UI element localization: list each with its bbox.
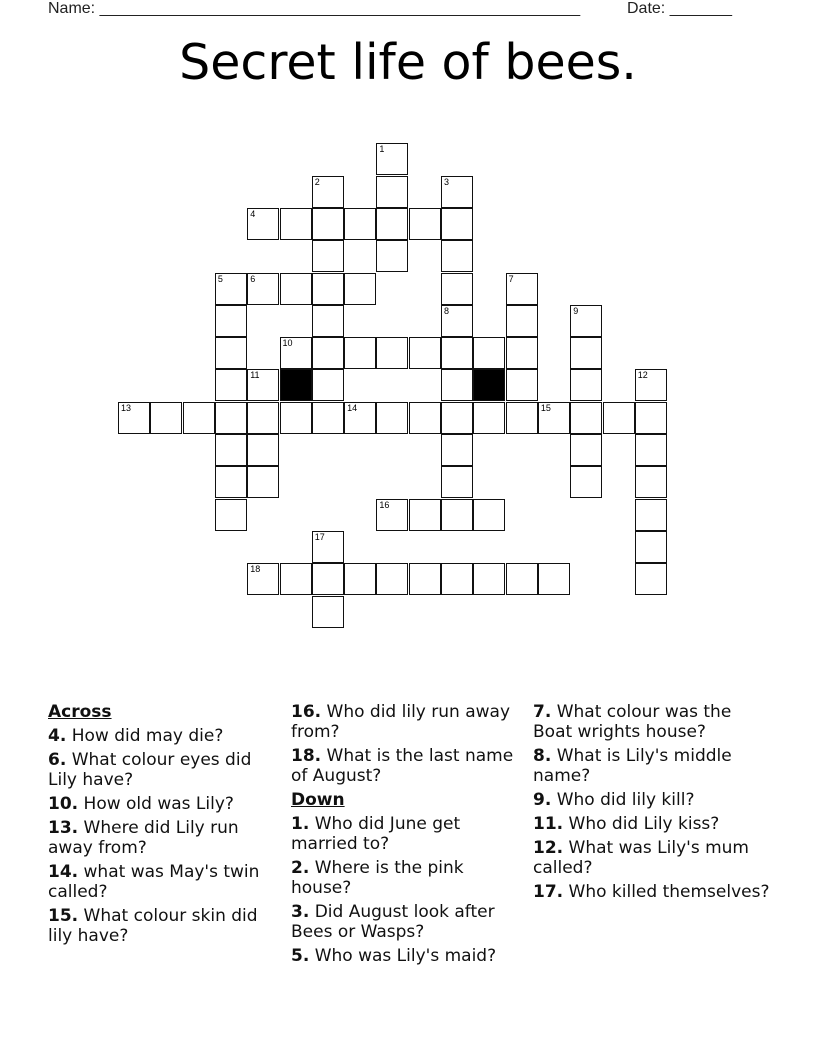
clues-column-3 — [533, 702, 773, 906]
grid-cell[interactable] — [376, 499, 408, 531]
clue-down — [533, 814, 773, 834]
grid-cell[interactable] — [312, 596, 344, 628]
clue-number: 16. — [291, 702, 322, 722]
grid-cell[interactable] — [441, 208, 473, 240]
black-square — [280, 369, 312, 401]
grid-cell[interactable] — [635, 499, 667, 531]
clue-text: What is Lily's middle name? — [533, 746, 732, 786]
grid-cell[interactable] — [473, 499, 505, 531]
cell-number: 18 — [250, 564, 261, 575]
grid-cell[interactable] — [247, 402, 279, 434]
grid-cell[interactable] — [506, 273, 538, 305]
grid-cell[interactable] — [344, 337, 376, 369]
cell-number: 14 — [347, 402, 358, 413]
grid-cell[interactable] — [570, 466, 602, 498]
clue-text: Who did lily kill? — [556, 790, 695, 810]
clue-number: 17. — [533, 882, 564, 902]
cell-number: 3 — [444, 176, 450, 187]
cell-number: 8 — [444, 305, 450, 316]
clue-number: 9. — [533, 790, 552, 810]
grid-cell[interactable] — [409, 499, 441, 531]
grid-cell[interactable] — [280, 208, 312, 240]
grid-cell[interactable] — [312, 208, 344, 240]
grid-cell[interactable] — [473, 563, 505, 595]
grid-cell[interactable] — [312, 402, 344, 434]
name-field-label: Name: ______________________________________________________ — [48, 0, 581, 17]
clue-number: 18. — [291, 746, 322, 766]
grid-cell[interactable] — [570, 305, 602, 337]
clue-across — [48, 906, 278, 946]
clue-text: What is the last name of August? — [291, 746, 514, 786]
grid-cell[interactable] — [344, 563, 376, 595]
clue-down — [533, 746, 773, 786]
grid-cell[interactable] — [506, 563, 538, 595]
date-field-label: Date: _______ — [627, 0, 732, 17]
clue-across — [48, 862, 278, 902]
grid-cell[interactable] — [506, 369, 538, 401]
grid-cell[interactable] — [215, 305, 247, 337]
grid-cell[interactable] — [570, 402, 602, 434]
clue-number: 6. — [48, 750, 67, 770]
clues-column-2 — [291, 702, 521, 970]
grid-cell[interactable] — [570, 434, 602, 466]
clue-down — [533, 882, 773, 902]
grid-cell[interactable] — [538, 402, 570, 434]
clue-down — [291, 858, 521, 898]
grid-cell[interactable] — [280, 563, 312, 595]
grid-cell[interactable] — [280, 273, 312, 305]
clue-across — [48, 750, 278, 790]
grid-cell[interactable] — [506, 305, 538, 337]
cell-number: 7 — [508, 273, 514, 284]
clue-down — [533, 838, 773, 878]
clue-text: Who did June get married to? — [291, 814, 461, 854]
grid-cell[interactable] — [441, 466, 473, 498]
down-heading: Down — [291, 790, 345, 810]
clue-text: Who did lily run away from? — [291, 702, 511, 742]
grid-cell[interactable] — [473, 337, 505, 369]
grid-cell[interactable] — [441, 499, 473, 531]
grid-cell[interactable] — [409, 563, 441, 595]
clue-number: 2. — [291, 858, 310, 878]
clues-column-1 — [48, 702, 278, 950]
grid-cell[interactable] — [603, 402, 635, 434]
grid-cell[interactable] — [441, 273, 473, 305]
grid-cell[interactable] — [280, 337, 312, 369]
grid-cell[interactable] — [344, 208, 376, 240]
grid-cell[interactable] — [312, 305, 344, 337]
grid-cell[interactable] — [635, 402, 667, 434]
page-title: Secret life of bees. — [179, 34, 637, 91]
clue-down — [533, 702, 773, 742]
grid-cell[interactable] — [376, 176, 408, 208]
clue-text: Where is the pink house? — [291, 858, 464, 898]
cell-number: 10 — [282, 338, 293, 349]
clue-number: 12. — [533, 838, 564, 858]
grid-cell[interactable] — [215, 369, 247, 401]
grid-cell[interactable] — [376, 337, 408, 369]
clue-text: Where did Lily run away from? — [48, 818, 239, 858]
cell-number: 2 — [314, 176, 320, 187]
grid-cell[interactable] — [344, 402, 376, 434]
clue-text: Who was Lily's maid? — [314, 946, 497, 966]
clue-across — [291, 746, 521, 786]
cell-number: 16 — [379, 499, 390, 510]
grid-cell[interactable] — [312, 369, 344, 401]
clue-number: 4. — [48, 726, 67, 746]
grid-cell[interactable] — [376, 402, 408, 434]
grid-cell[interactable] — [441, 240, 473, 272]
grid-cell[interactable] — [376, 240, 408, 272]
grid-cell[interactable] — [635, 466, 667, 498]
grid-cell[interactable] — [312, 240, 344, 272]
grid-cell[interactable] — [538, 563, 570, 595]
cell-number: 13 — [121, 402, 132, 413]
grid-cell[interactable] — [409, 208, 441, 240]
grid-cell[interactable] — [215, 402, 247, 434]
clue-across — [48, 794, 278, 814]
grid-cell[interactable] — [247, 273, 279, 305]
grid-cell[interactable] — [441, 305, 473, 337]
grid-cell[interactable] — [409, 337, 441, 369]
grid-cell[interactable] — [183, 402, 215, 434]
clue-number: 14. — [48, 862, 79, 882]
grid-cell[interactable] — [312, 176, 344, 208]
grid-cell[interactable] — [441, 563, 473, 595]
cell-number: 4 — [250, 208, 256, 219]
clue-number: 15. — [48, 906, 79, 926]
clue-number: 10. — [48, 794, 79, 814]
black-square — [473, 369, 505, 401]
cell-number: 17 — [314, 531, 325, 542]
clue-down — [291, 946, 521, 966]
grid-cell[interactable] — [215, 466, 247, 498]
grid-cell[interactable] — [118, 402, 150, 434]
clue-across — [291, 702, 521, 742]
clue-down — [533, 790, 773, 810]
grid-cell[interactable] — [215, 499, 247, 531]
grid-cell[interactable] — [312, 531, 344, 563]
grid-cell[interactable] — [376, 143, 408, 175]
grid-cell[interactable] — [441, 402, 473, 434]
grid-cell[interactable] — [409, 402, 441, 434]
grid-cell[interactable] — [280, 402, 312, 434]
grid-cell[interactable] — [376, 208, 408, 240]
grid-cell[interactable] — [473, 402, 505, 434]
clue-number: 5. — [291, 946, 310, 966]
across-heading: Across — [48, 702, 112, 722]
grid-cell[interactable] — [570, 337, 602, 369]
grid-cell[interactable] — [635, 369, 667, 401]
clue-down — [291, 814, 521, 854]
clue-text: How did may die? — [71, 726, 224, 746]
grid-cell[interactable] — [247, 434, 279, 466]
grid-cell[interactable] — [441, 369, 473, 401]
grid-cell[interactable] — [441, 176, 473, 208]
clue-across — [48, 726, 278, 746]
grid-cell[interactable] — [247, 369, 279, 401]
grid-cell[interactable] — [376, 563, 408, 595]
grid-cell[interactable] — [312, 563, 344, 595]
clue-number: 7. — [533, 702, 552, 722]
cell-number: 9 — [573, 305, 579, 316]
grid-cell[interactable] — [215, 273, 247, 305]
clue-number: 8. — [533, 746, 552, 766]
grid-cell[interactable] — [247, 563, 279, 595]
grid-cell[interactable] — [570, 369, 602, 401]
grid-cell[interactable] — [441, 337, 473, 369]
clue-text: What was Lily's mum called? — [533, 838, 749, 878]
grid-cell[interactable] — [344, 273, 376, 305]
clue-text: Did August look after Bees or Wasps? — [291, 902, 495, 942]
grid-cell[interactable] — [247, 466, 279, 498]
cell-number: 12 — [637, 370, 648, 381]
grid-cell[interactable] — [312, 337, 344, 369]
clue-number: 3. — [291, 902, 310, 922]
grid-cell[interactable] — [215, 337, 247, 369]
clue-text: Who killed themselves? — [568, 882, 770, 902]
clue-text: What colour was the Boat wrights house? — [533, 702, 732, 742]
clue-number: 1. — [291, 814, 310, 834]
cell-number: 11 — [250, 370, 260, 381]
clue-across — [48, 818, 278, 858]
grid-cell[interactable] — [150, 402, 182, 434]
cell-number: 15 — [540, 402, 551, 413]
grid-cell[interactable] — [215, 434, 247, 466]
clue-down — [291, 902, 521, 942]
grid-cell[interactable] — [635, 531, 667, 563]
clue-text: Who did Lily kiss? — [568, 814, 720, 834]
clue-text: What colour eyes did Lily have? — [48, 750, 252, 790]
cell-number: 5 — [217, 273, 223, 284]
clue-text: What colour skin did lily have? — [48, 906, 258, 946]
grid-cell[interactable] — [441, 434, 473, 466]
cell-number: 1 — [379, 144, 385, 155]
grid-cell[interactable] — [506, 337, 538, 369]
grid-cell[interactable] — [635, 563, 667, 595]
clue-text: what was May's twin called? — [48, 862, 260, 902]
grid-cell[interactable] — [312, 273, 344, 305]
grid-cell[interactable] — [506, 402, 538, 434]
grid-cell[interactable] — [247, 208, 279, 240]
clue-number: 13. — [48, 818, 79, 838]
clue-text: How old was Lily? — [83, 794, 234, 814]
cell-number: 6 — [250, 273, 256, 284]
grid-cell[interactable] — [635, 434, 667, 466]
clue-number: 11. — [533, 814, 564, 834]
